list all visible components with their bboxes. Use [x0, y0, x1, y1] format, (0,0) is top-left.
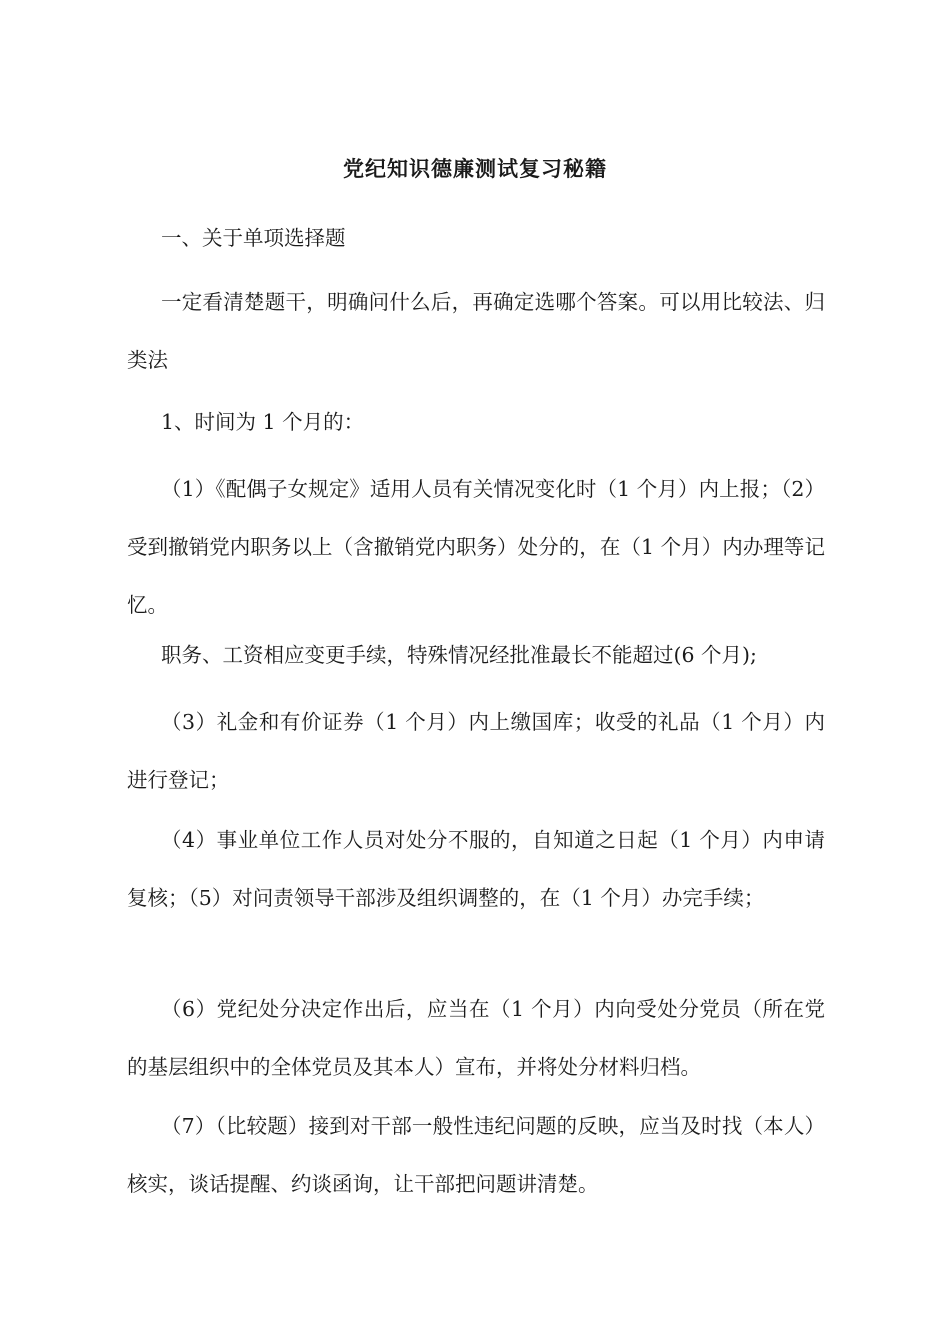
section-heading-single-choice: 一、关于单项选择题: [161, 226, 346, 250]
paragraph-item-6: （6）党纪处分决定作出后，应当在（1 个月）内向受处分党员（所在党的基层组织中的全体党员及其本人）宣布，并将处分材料归档。: [127, 997, 825, 1079]
paragraph-intro: 一定看清楚题干，明确问什么后，再确定选哪个答案。可以用比较法、归类法: [127, 290, 825, 372]
subheading-one-month: 1、时间为 1 个月的：: [161, 410, 365, 434]
paragraph-salary-change: 职务、工资相应变更手续，特殊情况经批准最长不能超过(6 个月);: [161, 643, 757, 667]
paragraph-item-7: （7）（比较题）接到对干部一般性违纪问题的反映，应当及时找（本人）核实，谈话提醒、约谈函询，让干部把问题讲清楚。: [127, 1114, 825, 1196]
document-title: 党纪知识德廉测试复习秘籍: [343, 156, 607, 181]
paragraph-item-3: （3）礼金和有价证券（1 个月）内上缴国库；收受的礼品（1 个月）内进行登记；: [127, 710, 825, 792]
paragraph-item-4-5: （4）事业单位工作人员对处分不服的，自知道之日起（1 个月）内申请复核；（5）对问责领导干部涉及组织调整的，在（1 个月）办完手续；: [127, 828, 825, 910]
paragraph-item-1-2: （1）《配偶子女规定》适用人员有关情况变化时（1 个月）内上报；（2）受到撤销党内职务以上（含撤销党内职务）处分的，在（1 个月）内办理等记忆。: [127, 477, 825, 617]
